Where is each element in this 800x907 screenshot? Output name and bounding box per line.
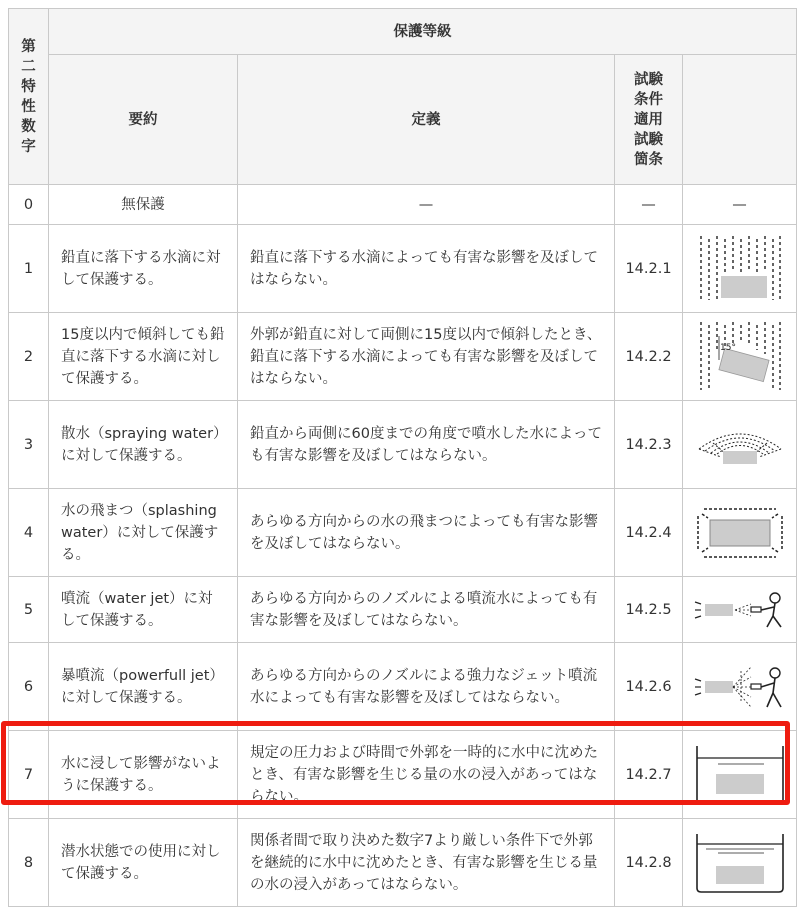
clause-cell: 14.2.5 [615, 577, 683, 643]
definition-cell: 規定の圧力および時間で外郭を一時的に水中に沈めたとき、有害な影響を生じる量の水の浸入があってはならない。 [238, 731, 615, 819]
table-row [9, 577, 797, 643]
clause-cell: 14.2.2 [615, 313, 683, 401]
digit-cell: 5 [9, 577, 49, 643]
header-protection-class: 保護等級 [49, 9, 797, 55]
table-row [9, 185, 797, 225]
summary-cell: 鉛直に落下する水滴に対して保護する。 [49, 225, 238, 313]
water-jet-icon [693, 590, 787, 630]
digit-cell: 4 [9, 489, 49, 577]
ip-water-protection-table [8, 8, 797, 907]
svg-text:15°: 15° [719, 342, 736, 353]
summary-cell: 水の飛まつ（splashing water）に対して保護する。 [49, 489, 238, 577]
summary-cell: 暴噴流（powerfull jet）に対して保護する。 [49, 643, 238, 731]
clause-cell: 14.2.1 [615, 225, 683, 313]
splashing-water-icon [696, 506, 784, 560]
definition-cell: 関係者間で取り決めた数字7より厳しい条件下で外郭を継続的に水中に沈めたとき、有害な影響を生じる量の水の浸入があってはならない。 [238, 819, 615, 907]
digit-cell: 6 [9, 643, 49, 731]
clause-cell: — [615, 185, 683, 225]
immersion-icon [694, 744, 786, 806]
digit-cell: 8 [9, 819, 49, 907]
header-test-clause: 試験 条件 適用 試験 箇条 [615, 55, 683, 185]
digit-cell: 1 [9, 225, 49, 313]
vertical-drip-icon [697, 236, 783, 302]
header-second-digit: 第 二 特 性 数 字 [9, 9, 49, 185]
definition-cell: あらゆる方向からの水の飛まつによっても有害な影響を及ぼしてはならない。 [238, 489, 615, 577]
header-summary: 要約 [49, 55, 238, 185]
definition-cell: あらゆる方向からのノズルによる噴流水によっても有害な影響を及ぼしてはならない。 [238, 577, 615, 643]
definition-cell: 鉛直から両側に60度までの角度で噴水した水によっても有害な影響を及ぼしてはならない。 [238, 401, 615, 489]
summary-cell: 潜水状態での使用に対して保護する。 [49, 819, 238, 907]
spraying-water-icon [695, 423, 785, 467]
digit-cell: 2 [9, 313, 49, 401]
table-row [9, 225, 797, 313]
table-row [9, 643, 797, 731]
table-row [9, 819, 797, 907]
summary-cell: 散水（spraying water）に対して保護する。 [49, 401, 238, 489]
icon-cell: — [683, 185, 797, 225]
table-row [9, 401, 797, 489]
clause-cell: 14.2.4 [615, 489, 683, 577]
definition-cell: あらゆる方向からのノズルによる強力なジェット噴流水によっても有害な影響を及ぼしてはならない。 [238, 643, 615, 731]
summary-cell: 水に浸して影響がないように保護する。 [49, 731, 238, 819]
table-row [9, 313, 797, 401]
powerful-jet-icon [693, 663, 787, 711]
table-row [9, 731, 797, 819]
clause-cell: 14.2.8 [615, 819, 683, 907]
definition-cell: 外郭が鉛直に対して両側に15度以内で傾斜したとき、鉛直に落下する水滴によっても有害な影響を及ぼしてはならない。 [238, 313, 615, 401]
header-icon [683, 55, 797, 185]
summary-cell: 噴流（water jet）に対して保護する。 [49, 577, 238, 643]
clause-cell: 14.2.7 [615, 731, 683, 819]
digit-cell: 7 [9, 731, 49, 819]
header-definition: 定義 [238, 55, 615, 185]
digit-cell: 3 [9, 401, 49, 489]
summary-cell: 無保護 [49, 185, 238, 225]
submersion-icon [694, 832, 786, 894]
table-row [9, 489, 797, 577]
clause-cell: 14.2.6 [615, 643, 683, 731]
definition-cell: — [238, 185, 615, 225]
clause-cell: 14.2.3 [615, 401, 683, 489]
definition-cell: 鉛直に落下する水滴によっても有害な影響を及ぼしてはならない。 [238, 225, 615, 313]
tilted-15-drip-icon [697, 322, 783, 392]
digit-cell: 0 [9, 185, 49, 225]
summary-cell: 15度以内で傾斜しても鉛直に落下する水滴に対して保護する。 [49, 313, 238, 401]
